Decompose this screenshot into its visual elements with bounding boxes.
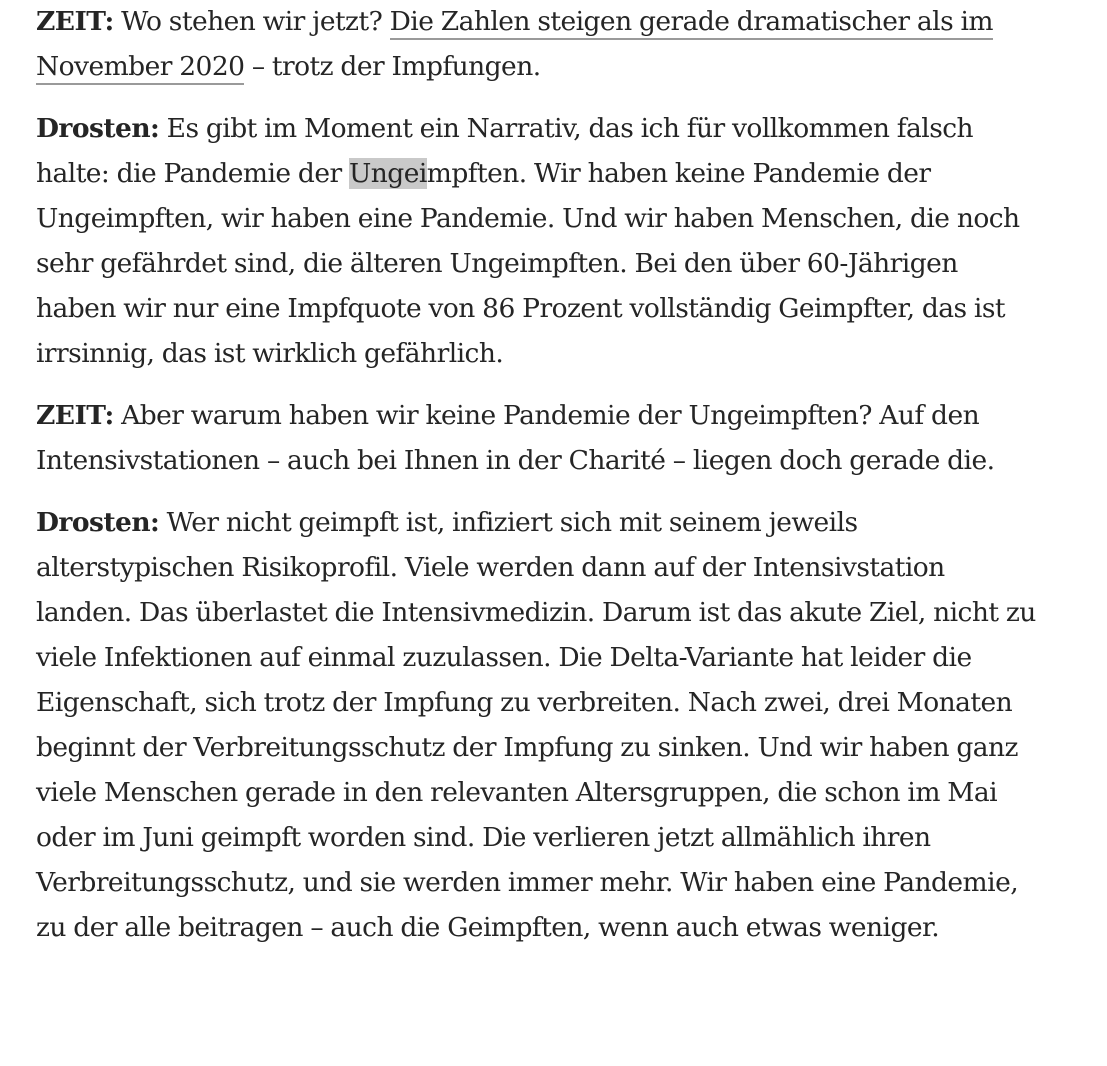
speaker-label-zeit: ZEIT:	[36, 6, 114, 37]
article-link-zahlen-steigen[interactable]: Die Zahlen steigen gerade dramatischer als im November 2020	[36, 6, 993, 85]
speaker-label-drosten: Drosten:	[36, 507, 160, 538]
speaker-label-drosten: Drosten:	[36, 113, 160, 144]
question-text: Wo stehen wir jetzt?	[113, 6, 390, 37]
speaker-label-zeit: ZEIT:	[36, 400, 114, 431]
text-selection-highlight[interactable]: Ungei	[348, 158, 427, 189]
question-text-end: – trotz der Impfungen.	[244, 51, 541, 82]
answer-text: Es gibt im Moment ein Narrativ, das ich für vollkommen falsch halte: die Pandemie der	[36, 113, 974, 189]
question-text: Aber warum haben wir keine Pandemie der Ungeimpften? Auf den Intensivstationen – auch bei Ihnen in der Charité – liegen doch gerade die.	[36, 400, 995, 476]
interview-paragraph-question-1	[36, 0, 1036, 89]
interview-article	[36, 0, 1036, 967]
answer-text-end: mpften. Wir haben keine Pandemie der Ungeimpften, wir haben eine Pandemie. Und wir haben Menschen, die noch sehr gefährdet sind, die älteren Ungeimpften. Bei den über 60-Jährigen haben wir nur eine Impfquote von 86 Prozent vollständig Geimpfter, das ist irrsinnig, das ist wirklich gefährlich.	[36, 158, 1020, 369]
interview-paragraph-question-2	[36, 393, 1036, 483]
interview-paragraph-answer-2	[36, 500, 1036, 950]
answer-text: Wer nicht geimpft ist, infiziert sich mit seinem jeweils alterstypischen Risikoprofil. Viele werden dann auf der Intensivstation landen. Das überlastet die Intensivmedizin. Darum ist das akute Ziel, nicht zu viele Infektionen auf einmal zuzulassen. Die Delta-Variante hat leider die Eigenschaft, sich trotz der Impfung zu verbreiten. Nach zwei, drei Monaten beginnt der Verbreitungsschutz der Impfung zu sinken. Und wir haben ganz viele Menschen gerade in den relevanten Altersgruppen, die schon im Mai oder im Juni geimpft worden sind. Die verlieren jetzt allmählich ihren Verbreitungsschutz, und sie werden immer mehr. Wir haben eine Pandemie, zu der alle beitragen – auch die Geimpften, wenn auch etwas weniger.	[36, 507, 1036, 943]
interview-paragraph-answer-1	[36, 106, 1036, 376]
